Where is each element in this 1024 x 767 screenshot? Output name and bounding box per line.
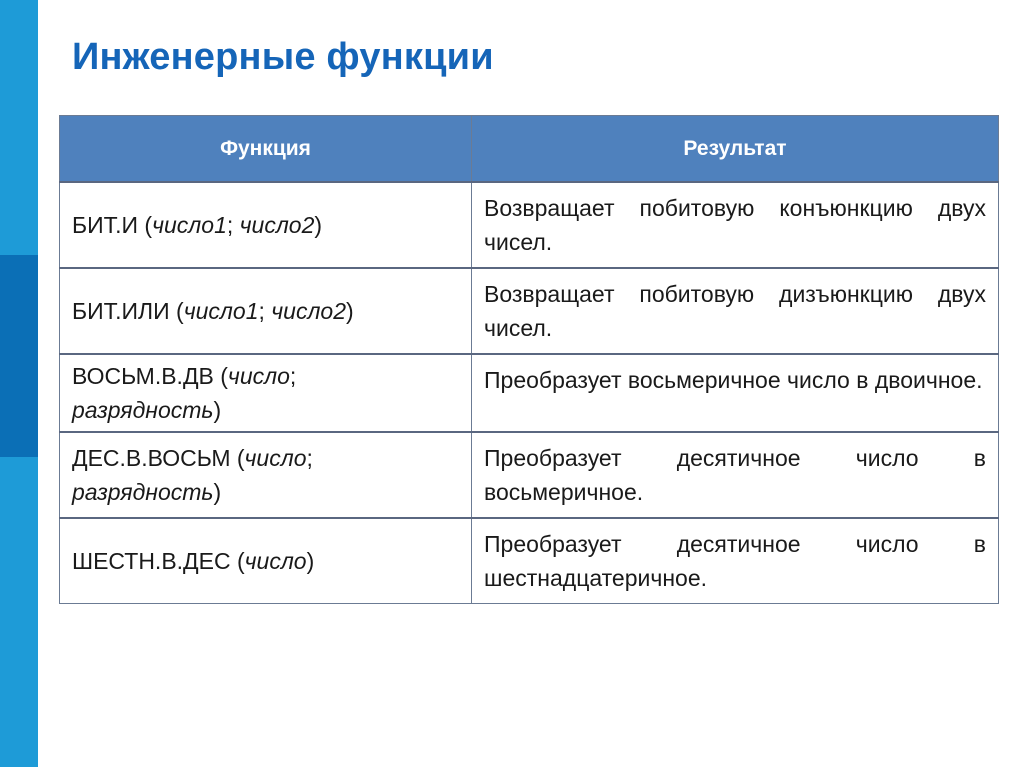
function-cell xyxy=(60,354,472,432)
function-name: ВОСЬМ.В.ДВ ( xyxy=(72,363,228,389)
function-arg: разрядность xyxy=(72,397,214,423)
result-cell: Преобразует десятичное число в шестнадцатеричное. xyxy=(472,518,999,604)
result-cell: Преобразует десятичное число в восьмеричное. xyxy=(472,432,999,518)
function-close: ) xyxy=(306,548,315,574)
arg-separator: ; xyxy=(289,363,297,389)
table-row xyxy=(60,268,999,354)
function-cell xyxy=(60,182,472,268)
arg-separator: ; xyxy=(306,445,313,471)
functions-table xyxy=(59,115,999,604)
function-name: ШЕСТН.В.ДЕС ( xyxy=(72,548,245,574)
left-accent-bar-highlight xyxy=(0,255,38,457)
result-cell: Возвращает побитовую дизъюнкцию двух чисел. xyxy=(472,268,999,354)
function-cell xyxy=(60,432,472,518)
table-row xyxy=(60,432,999,518)
function-arg: число2 xyxy=(239,212,315,238)
function-arg: число xyxy=(244,445,307,471)
header-function: Функция xyxy=(60,116,472,183)
arg-separator: ; xyxy=(226,212,240,238)
function-cell xyxy=(60,268,472,354)
table-row xyxy=(60,182,999,268)
header-result: Результат xyxy=(472,116,999,183)
function-name: БИТ.ИЛИ ( xyxy=(72,298,184,324)
function-arg: число2 xyxy=(271,298,347,324)
function-arg: разрядность xyxy=(72,479,214,505)
result-cell: Преобразует восьмеричное число в двоичное. xyxy=(472,354,999,432)
function-close: ) xyxy=(213,479,222,505)
slide-title: Инженерные функции xyxy=(72,36,494,78)
function-arg: число1 xyxy=(152,212,227,238)
function-name: БИТ.И ( xyxy=(72,212,153,238)
table-header-row xyxy=(60,116,999,183)
function-close: ) xyxy=(346,298,354,324)
function-arg: число xyxy=(244,548,307,574)
table-row xyxy=(60,518,999,604)
result-cell: Возвращает побитовую конъюнкцию двух чисел. xyxy=(472,182,999,268)
function-arg: число xyxy=(227,363,290,389)
arg-separator: ; xyxy=(258,298,272,324)
function-name: ДЕС.В.ВОСЬМ ( xyxy=(72,445,245,471)
function-close: ) xyxy=(314,212,323,238)
function-arg: число1 xyxy=(183,298,259,324)
function-cell xyxy=(60,518,472,604)
table-row xyxy=(60,354,999,432)
function-close: ) xyxy=(213,397,222,423)
